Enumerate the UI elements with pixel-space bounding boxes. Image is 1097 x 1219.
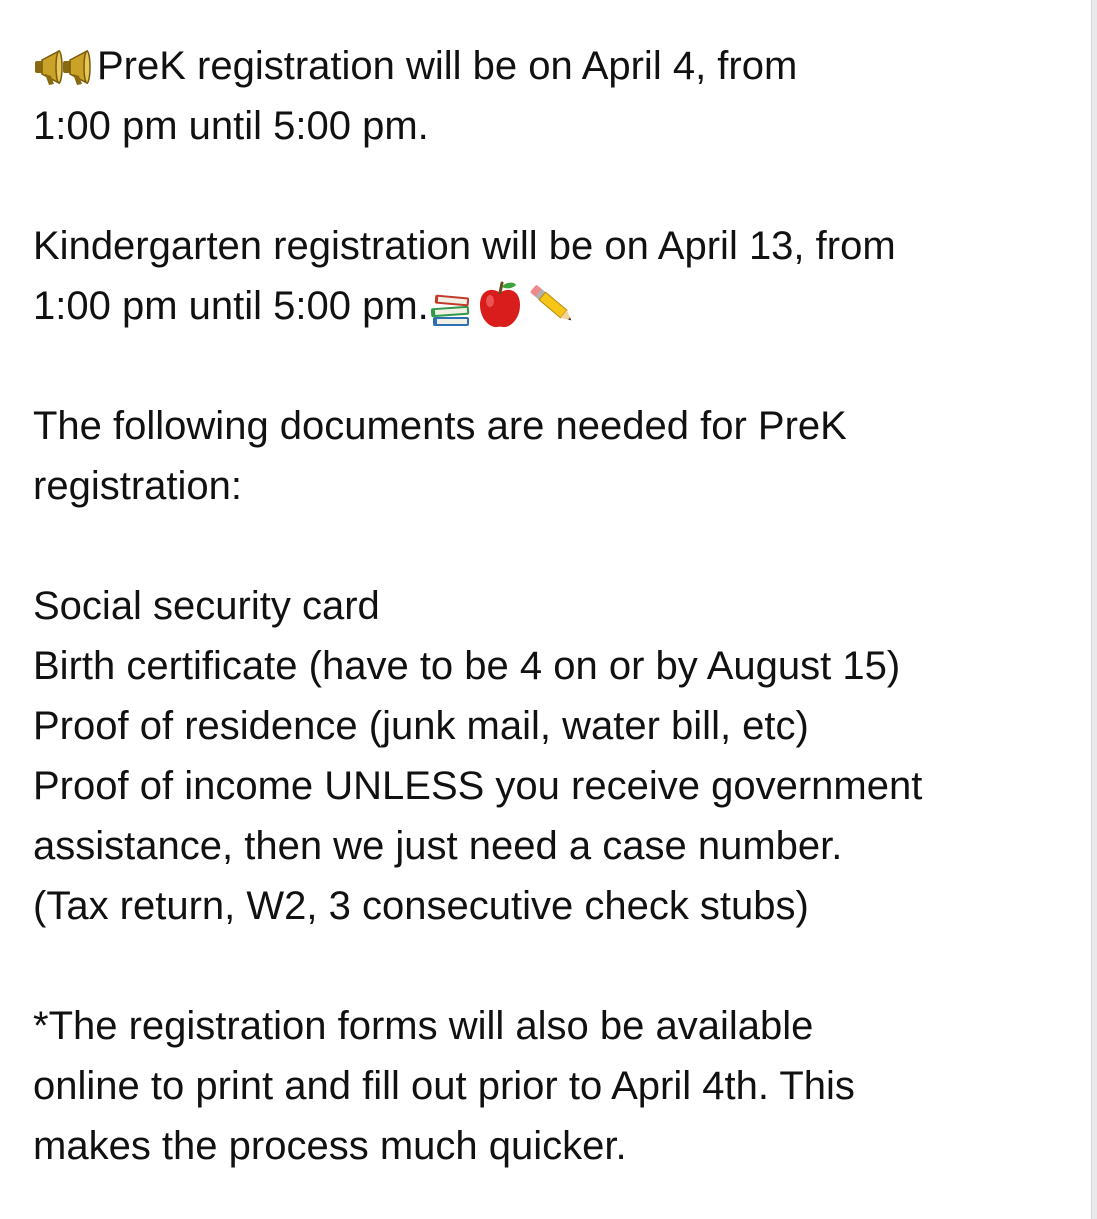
documents-intro — [33, 396, 1063, 516]
list-item: assistance, then we just need a case number. — [33, 824, 843, 868]
kindergarten-announcement — [33, 216, 1063, 336]
apple-icon — [475, 281, 525, 329]
pencil-icon — [525, 281, 581, 329]
list-item: Birth certificate (have to be 4 on or by August 15) — [33, 644, 901, 688]
kindergarten-line-2 — [33, 276, 1063, 336]
kindergarten-time-text: 1:00 pm until 5:00 pm. — [33, 284, 429, 328]
documents-list — [33, 576, 1063, 936]
kindergarten-date-text: Kindergarten registration will be on April 13, from — [33, 224, 896, 268]
list-item: Social security card — [33, 584, 380, 628]
documents-intro-line-2: registration: — [33, 464, 242, 508]
prek-announcement — [33, 36, 1063, 156]
prek-date-text: PreK registration will be on April 4, from — [97, 44, 798, 88]
note-line-3: makes the process much quicker. — [33, 1124, 627, 1168]
note-line-2: online to print and fill out prior to April 4th. This — [33, 1064, 855, 1108]
prek-line-1 — [33, 36, 1063, 96]
list-item: Proof of income UNLESS you receive government — [33, 764, 923, 808]
scroll-edge — [1091, 0, 1097, 1219]
note-line-1: *The registration forms will also be available — [33, 1004, 814, 1048]
prek-time-text: 1:00 pm until 5:00 pm. — [33, 104, 429, 148]
documents-intro-line-1: The following documents are needed for PreK — [33, 404, 847, 448]
post-body — [33, 36, 1063, 1176]
megaphone-icon — [33, 47, 91, 89]
list-item: (Tax return, W2, 3 consecutive check stubs) — [33, 884, 809, 928]
list-item: Proof of residence (junk mail, water bill, etc) — [33, 704, 809, 748]
registration-note — [33, 996, 1063, 1176]
books-icon — [429, 289, 475, 329]
